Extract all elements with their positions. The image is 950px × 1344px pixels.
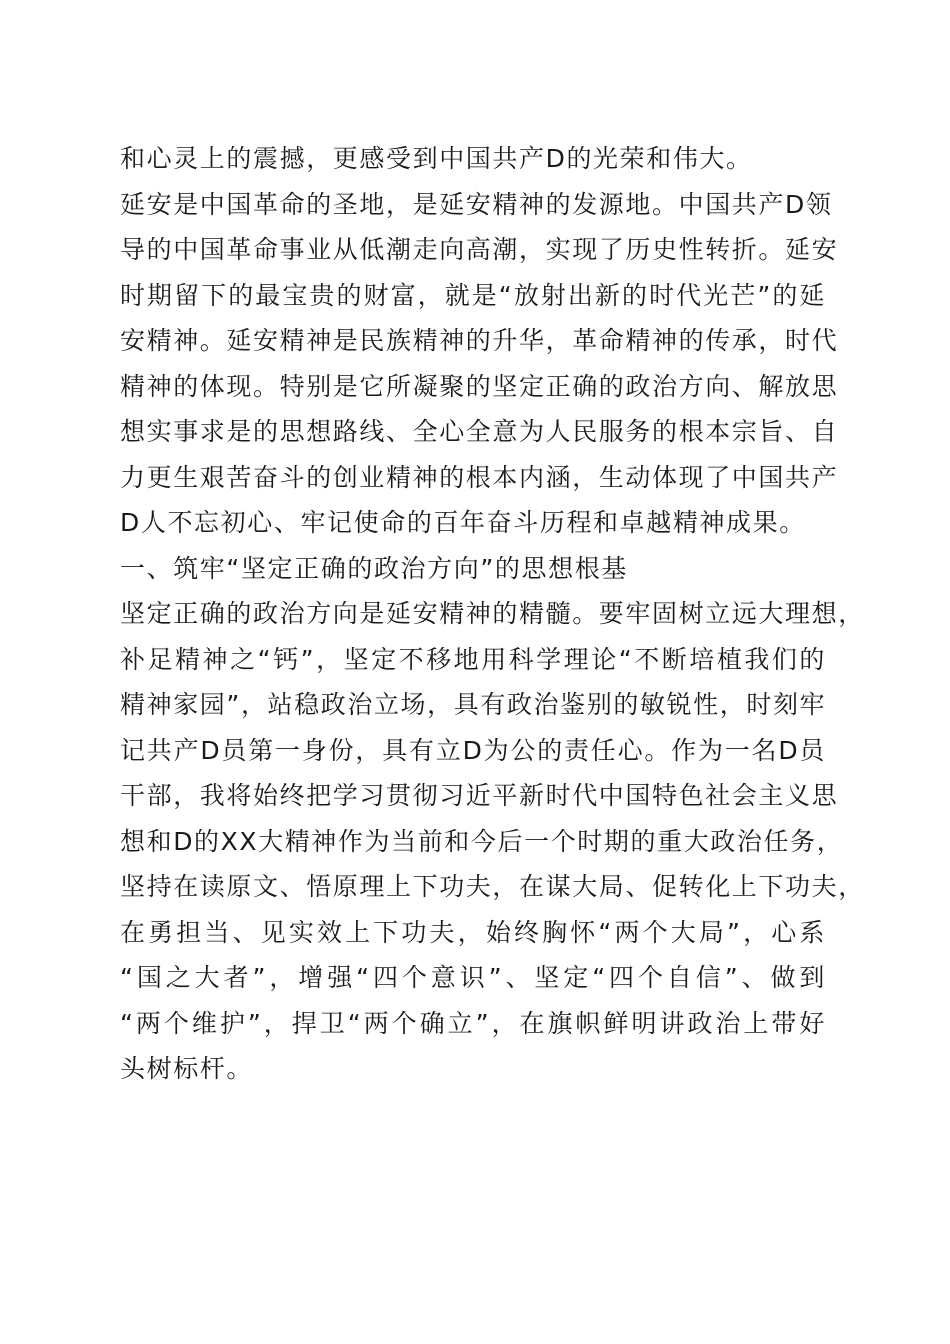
section-heading: 一、筑牢“坚定正确的政治方向”的思想根基 <box>120 553 628 583</box>
text-line: 在勇担当、见实效上下功夫，始终胸怀“两个大局”，心系 <box>120 917 826 947</box>
text-line: 干部，我将始终把学习贯彻习近平新时代中国特色社会主义思 <box>120 781 839 810</box>
text-line: 坚定正确的政治方向是延安精神的精髓。要牢固树立远大理想， <box>120 599 865 628</box>
text-line: 头树标杆。 <box>120 1054 254 1083</box>
text-line: 坚持在读原文、悟原理上下功夫，在谋大局、促转化上下功夫， <box>120 872 865 901</box>
text-line: 和心灵上的震撼，更感受到中国共产D的光荣和伟大。 <box>120 144 753 173</box>
text-line: 想实事求是的思想路线、全心全意为人民服务的根本宗旨、自 <box>120 417 839 446</box>
text-line: 延安是中国革命的圣地，是延安精神的发源地。中国共产D领 <box>120 189 833 219</box>
text-line: D人不忘初心、牢记使命的百年奋斗历程和卓越精神成果。 <box>120 508 806 537</box>
text-line: 安精神。延安精神是民族精神的升华，革命精神的传承，时代 <box>120 326 839 355</box>
text-line: 力更生艰苦奋斗的创业精神的根本内涵，生动体现了中国共产 <box>120 462 839 492</box>
text-line: 导的中国革命事业从低潮走向高潮，实现了历史性转折。延安 <box>120 235 839 264</box>
text-line: 精神的体现。特别是它所凝聚的坚定正确的政治方向、解放思 <box>120 371 839 401</box>
document-body <box>120 136 865 1092</box>
text-line: 补足精神之“钙”，坚定不移地用科学理论“不断培植我们的 <box>120 644 826 674</box>
text-line: 时期留下的最宝贵的财富，就是“放射出新的时代光芒”的延 <box>120 280 826 310</box>
text-line: “两个维护”，捍卫“两个确立”，在旗帜鲜明讲政治上带好 <box>120 1008 826 1038</box>
text-line: 精神家园”，站稳政治立场，具有政治鉴别的敏锐性，时刻牢 <box>120 690 827 719</box>
text-line: 记共产D员第一身份，具有立D为公的责任心。作为一名D员 <box>120 735 826 765</box>
text-line: “国之大者”，增强“四个意识”、坚定“四个自信”、做到 <box>120 963 826 992</box>
text-line: 想和D的XX大精神作为当前和今后一个时期的重大政治任务， <box>120 826 844 856</box>
